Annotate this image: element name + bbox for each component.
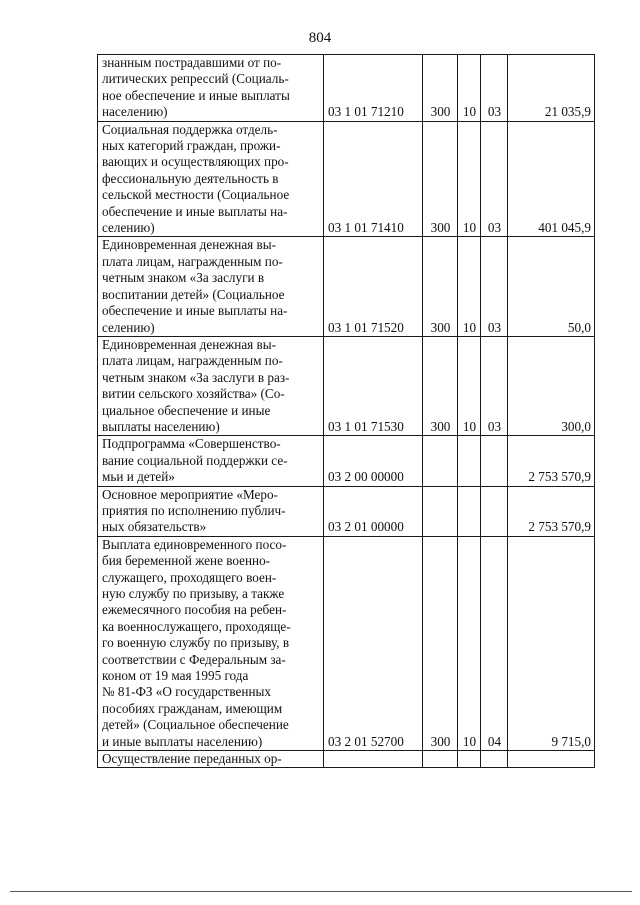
row-subsection-cell xyxy=(481,751,508,768)
row-section-cell: 10 xyxy=(458,336,481,435)
row-expense-type-cell: 300 xyxy=(423,336,458,435)
row-code-cell: 03 2 00 00000 xyxy=(324,436,423,486)
table-row xyxy=(98,436,595,486)
row-subsection-cell: 03 xyxy=(481,237,508,336)
row-expense-type-cell: 300 xyxy=(423,55,458,122)
row-expense-type-cell: 300 xyxy=(423,121,458,237)
table-row xyxy=(98,121,595,237)
row-code-cell: 03 1 01 71520 xyxy=(324,237,423,336)
row-amount-cell: 2 753 570,9 xyxy=(508,436,595,486)
page-bottom-divider xyxy=(10,891,632,892)
row-section-cell: 10 xyxy=(458,237,481,336)
table-row xyxy=(98,536,595,750)
row-name-cell: Подпрограмма «Совершенство- вание социальной поддержки се- мьи и детей» xyxy=(98,436,324,486)
row-subsection-cell: 03 xyxy=(481,55,508,122)
row-amount-cell: 401 045,9 xyxy=(508,121,595,237)
row-name-cell: Выплата единовременного посо- бия беременной жене военно- служащего, проходящего воен- ную службу по призыву, а также ежемесячного пособия на ребен- ка военнослужащего, проходяще- го военную службу по призыву, в соответствии с Федеральным за- коном от 19 мая 1995 года № 81-ФЗ «О государственных пособиях гражданам, имеющим детей» (Социальное обеспечение и иные выплаты населению) xyxy=(98,536,324,750)
row-section-cell: 10 xyxy=(458,55,481,122)
budget-table xyxy=(97,54,595,768)
row-subsection-cell xyxy=(481,486,508,536)
row-expense-type-cell xyxy=(423,486,458,536)
row-name-cell: Социальная поддержка отдель- ных категорий граждан, прожи- вающих и осуществляющих про- фессиональную деятельность в сельской местности (Социальное обеспечение и иные выплаты на- селению) xyxy=(98,121,324,237)
table-row xyxy=(98,336,595,435)
row-subsection-cell: 03 xyxy=(481,121,508,237)
row-section-cell: 10 xyxy=(458,536,481,750)
table-row xyxy=(98,55,595,122)
row-name-cell: Основное мероприятие «Меро- приятия по исполнению публич- ных обязательств» xyxy=(98,486,324,536)
row-section-cell xyxy=(458,751,481,768)
row-code-cell: 03 1 01 71410 xyxy=(324,121,423,237)
row-section-cell xyxy=(458,486,481,536)
row-name-cell: Единовременная денежная вы- плата лицам, награжденным по- четным знаком «За заслуги в раз- витии сельского хозяйства» (Со- циальное обеспечение и иные выплаты населению) xyxy=(98,336,324,435)
row-amount-cell: 2 753 570,9 xyxy=(508,486,595,536)
row-amount-cell: 50,0 xyxy=(508,237,595,336)
row-subsection-cell xyxy=(481,436,508,486)
table-row xyxy=(98,751,595,768)
row-section-cell: 10 xyxy=(458,121,481,237)
row-code-cell: 03 2 01 52700 xyxy=(324,536,423,750)
row-code-cell: 03 1 01 71210 xyxy=(324,55,423,122)
row-code-cell xyxy=(324,751,423,768)
row-amount-cell: 9 715,0 xyxy=(508,536,595,750)
row-name-cell: знанным пострадавшими от по- литических репрессий (Социаль- ное обеспечение и иные выплаты населению) xyxy=(98,55,324,122)
table-row xyxy=(98,237,595,336)
page-number: 804 xyxy=(308,30,332,46)
row-code-cell: 03 2 01 00000 xyxy=(324,486,423,536)
row-code-cell: 03 1 01 71530 xyxy=(324,336,423,435)
row-amount-cell xyxy=(508,751,595,768)
row-name-cell: Единовременная денежная вы- плата лицам, награжденным по- четным знаком «За заслуги в воспитании детей» (Социальное обеспечение и иные выплаты на- селению) xyxy=(98,237,324,336)
row-subsection-cell: 04 xyxy=(481,536,508,750)
row-expense-type-cell xyxy=(423,751,458,768)
row-subsection-cell: 03 xyxy=(481,336,508,435)
row-name-cell: Осуществление переданных ор- xyxy=(98,751,324,768)
row-section-cell xyxy=(458,436,481,486)
row-amount-cell: 21 035,9 xyxy=(508,55,595,122)
row-expense-type-cell xyxy=(423,436,458,486)
row-expense-type-cell: 300 xyxy=(423,237,458,336)
row-amount-cell: 300,0 xyxy=(508,336,595,435)
table-row xyxy=(98,486,595,536)
row-expense-type-cell: 300 xyxy=(423,536,458,750)
